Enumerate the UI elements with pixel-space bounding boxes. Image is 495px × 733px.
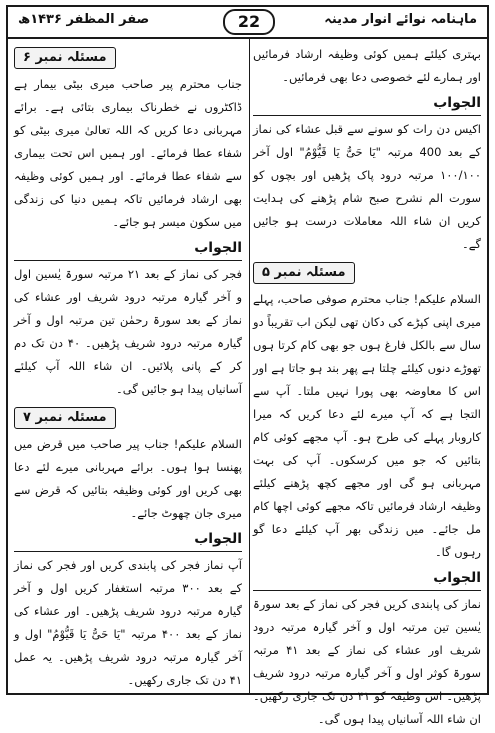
- intro-text: بہتری کیلئے ہمیں کوئی وظیفہ ارشاد فرمائیں اور ہمارے لئے خصوصی دعا بھی فرمائیں۔: [253, 47, 481, 84]
- answer-text: فجر کی نماز کے بعد ۲۱ مرتبہ سورۃ یٰسین اول و آخر گیارہ مرتبہ درود شریف اور عشاء کی نماز کے بعد سورۃ رحمٰن تین مرتبہ اول و آخر گیارہ مرتبہ درود شریف پڑھیں۔ ۴۰ دن تک دم کر کے پانی پلائیں۔ ان شاء اللہ آپ کیلئے آسانیاں پیدا ہو جائیں گی۔: [14, 267, 242, 396]
- page-header: [8, 7, 487, 39]
- answer-text: نماز کی پابندی کریں فجر کی نماز کے بعد سورۃ یٰسین تین مرتبہ اول و آخر گیارہ مرتبہ درود شریف اور عشاء کی نماز کے بعد ۴۱ مرتبہ سورۃ کوثر اول و آخر گیارہ مرتبہ درود شریف پڑھیں۔ اس وظیفہ کو ۴۱ دن تک جاری رکھیں۔ ان شاء اللہ آسانیاں پیدا ہوں گی۔: [253, 597, 481, 726]
- question-text: السلام علیکم! جناب پیر صاحب میں قرض میں پھنسا ہوا ہوں۔ برائے مہربانی میرے لئے دعا بھی کریں اور کوئی وظیفہ بتائیں کہ قرض سے میری جان چھوٹ جائے۔: [14, 437, 242, 520]
- column-divider: [249, 39, 250, 693]
- question-heading: مسئلہ نمبر ۵: [253, 262, 355, 284]
- answer-heading: الجواب: [14, 528, 242, 552]
- question-heading: مسئلہ نمبر ۶: [14, 47, 116, 69]
- page-number: 22: [223, 9, 275, 35]
- answer-heading: الجواب: [253, 567, 481, 591]
- answer-text: آپ نماز فجر کی پابندی کریں اور فجر کی نماز کے بعد ۳۰۰ مرتبہ استغفار کریں اول و آخر گیارہ مرتبہ درود شریف پڑھیں۔ اور عشاء کی نماز کے بعد ۴۰۰ مرتبہ "یَا حَیُّ یَا قَیُّوْمُ" اول و آخر گیارہ مرتبہ درود شریف پڑھیں۔ یہ عمل ۴۱ دن تک جاری رکھیں۔: [14, 558, 242, 687]
- magazine-page: [6, 5, 489, 726]
- question-text: جناب محترم پیر صاحب میری بیٹی بیمار ہے ڈاکٹروں نے خطرناک بیماری بتائی ہے۔ برائے مہربانی دعا کریں کہ اللہ تعالیٰ میری بیٹی کو شفاء عطا فرمائے۔ اور ہمیں اس تحت بیماری سے شفاء عطا فرمائے۔ اور ہمیں کوئی وظیفہ بھی ارشاد فرمائیں تاکہ ہمیں دنیا کی زندگی میں سکون میسر ہو جائے۔: [14, 77, 242, 229]
- answer-heading: الجواب: [14, 237, 242, 261]
- magazine-title: ماہنامہ نوائے انوار مدینہ: [324, 12, 477, 27]
- left-column: [14, 43, 242, 694]
- question-heading: مسئلہ نمبر ۷: [14, 407, 116, 429]
- right-column: [253, 43, 481, 733]
- answer-heading: الجواب: [253, 92, 481, 116]
- answer-text: اکیس دن رات کو سونے سے قبل عشاء کی نماز کے بعد 400 مرتبہ "یَا حَیُّ یَا قَیُّوْمُ" اول آخر ۱۰۰/۱۰۰ مرتبہ درود پاک پڑھیں اور بچوں کو سورت الم نشرح صبح شام پڑھنے کی ہدایت کریں ان شاء اللہ معاملات درست ہو جائیں گے۔: [253, 122, 481, 251]
- question-text: السلام علیکم! جناب محترم صوفی صاحب، پہلے میری اپنی کپڑے کی دکان تھی لیکن اب تقریباً دو سال سے بالکل فارغ ہوں جو بھی کام کرتا ہوں تھوڑے دنوں کیلئے چلتا ہے پھر بند ہو جاتا ہے اور اس کا معاوضہ بھی پورا نہیں ملتا۔ آپ سے التجا ہے کہ آپ میرے لئے دعا کریں کہ میرا کاروبار پہلے کی طرح ہو۔ آپ مجھے کوئی کام بتائیں کہ جو میں کرسکوں۔ آپ کی بہت مہربانی ہو گی اور مجھے کچھ پڑھنے کیلئے وظیفہ ارشاد فرمائیں تاکہ مجھے کوئی اچھا کام مل جائے۔ میں زندگی بھر آپ کیلئے دعا گو رہوں گا۔: [253, 292, 481, 559]
- issue-date: صفر المظفر ۱۴۳۶ھ: [18, 12, 150, 27]
